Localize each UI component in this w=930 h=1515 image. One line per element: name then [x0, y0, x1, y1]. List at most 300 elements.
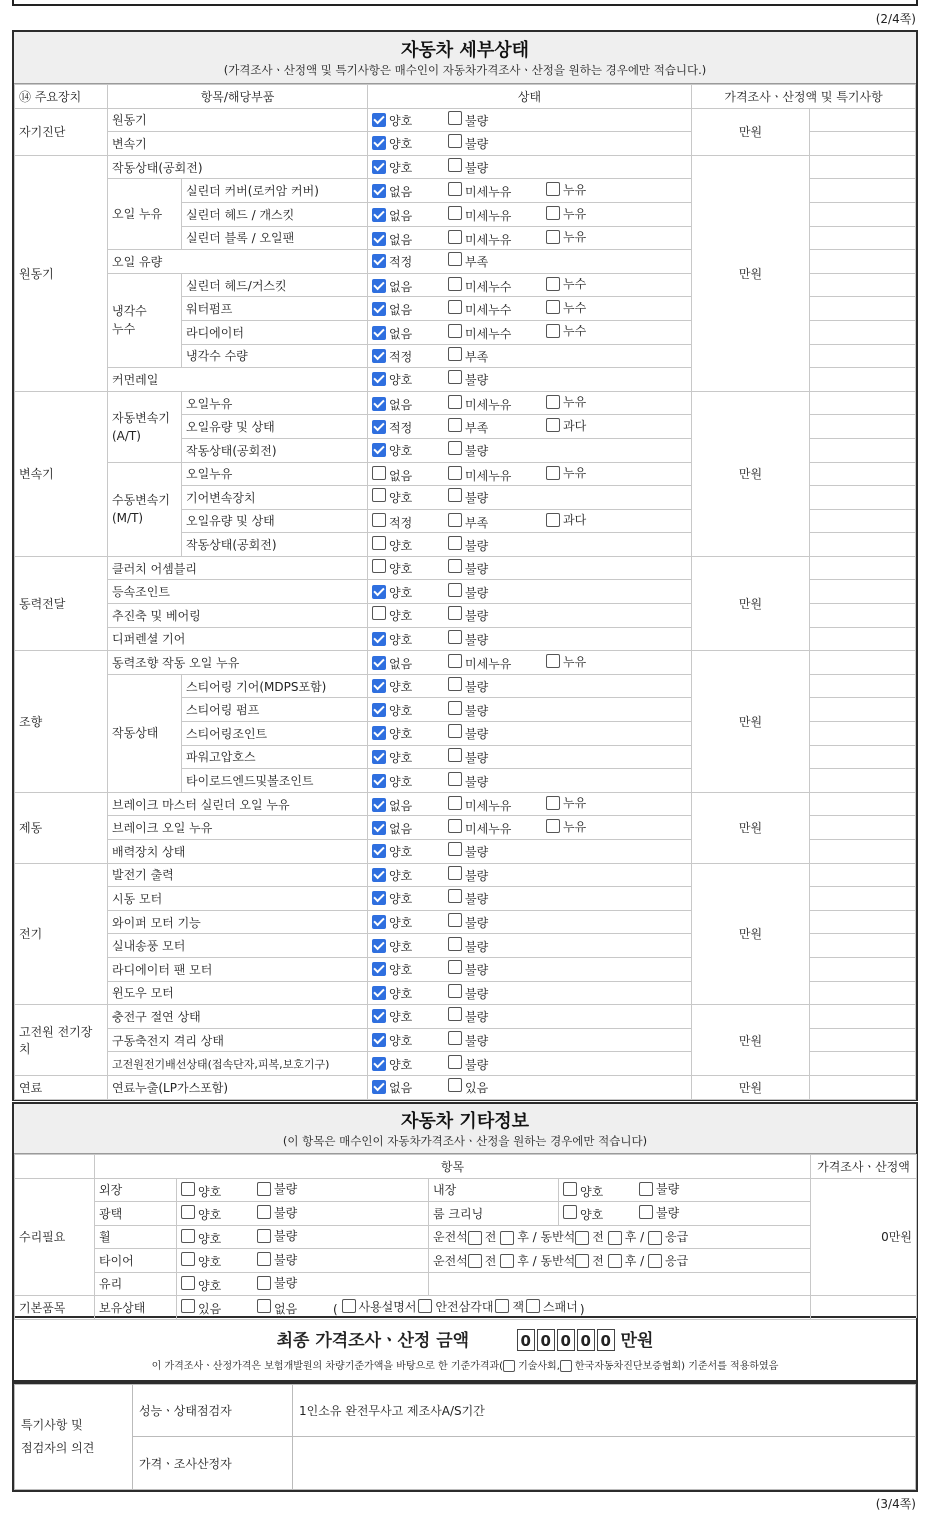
state-option[interactable]	[448, 819, 536, 837]
state-option[interactable]	[372, 890, 438, 907]
state-option[interactable]	[372, 678, 438, 695]
checkbox[interactable]	[546, 206, 560, 220]
checkbox[interactable]	[372, 279, 386, 293]
state-option[interactable]	[372, 442, 438, 459]
remark-cell[interactable]	[810, 320, 916, 344]
remark-cell[interactable]	[810, 604, 916, 628]
remark-cell[interactable]	[810, 1052, 916, 1076]
checkbox[interactable]	[546, 182, 560, 196]
repair-price[interactable]: 0만원	[811, 1178, 917, 1296]
price-unit[interactable]: 만원	[692, 108, 810, 155]
checkbox[interactable]	[546, 819, 560, 833]
state-option[interactable]	[448, 842, 536, 860]
remark-cell[interactable]	[810, 1005, 916, 1029]
checkbox[interactable]	[448, 536, 462, 550]
checkbox[interactable]	[546, 395, 560, 409]
checkbox[interactable]	[372, 962, 386, 976]
remark-cell[interactable]	[810, 391, 916, 415]
remark-cell[interactable]	[810, 155, 916, 179]
remark-cell[interactable]	[810, 863, 916, 887]
price-unit[interactable]: 만원	[692, 391, 810, 556]
state-option[interactable]	[372, 253, 438, 270]
bad-option[interactable]	[257, 1227, 297, 1244]
checkbox[interactable]	[448, 418, 462, 432]
driver-front-checkbox[interactable]	[468, 1254, 482, 1268]
checkbox[interactable]	[181, 1182, 195, 1196]
remark-cell[interactable]	[810, 745, 916, 769]
state-option[interactable]	[448, 488, 536, 506]
remark-cell[interactable]	[810, 698, 916, 722]
checkbox[interactable]	[448, 134, 462, 148]
remark-cell[interactable]	[810, 1075, 916, 1099]
good-option[interactable]	[563, 1182, 629, 1200]
checkbox[interactable]	[448, 1031, 462, 1045]
state-option[interactable]	[372, 702, 438, 719]
checkbox[interactable]	[372, 466, 386, 480]
jack-option[interactable]	[495, 1298, 524, 1315]
checkbox[interactable]	[448, 513, 462, 527]
state-option[interactable]	[372, 488, 438, 506]
state-option[interactable]	[448, 324, 536, 342]
driver-front-checkbox[interactable]	[468, 1231, 482, 1245]
good-option[interactable]	[181, 1205, 247, 1223]
price-unit[interactable]: 만원	[692, 1005, 810, 1076]
checkbox[interactable]	[448, 395, 462, 409]
remark-cell[interactable]	[810, 250, 916, 274]
checkbox[interactable]	[448, 772, 462, 786]
remark-cell[interactable]	[810, 415, 916, 439]
price-unit[interactable]: 만원	[692, 155, 810, 391]
state-option[interactable]	[546, 322, 586, 339]
checkbox[interactable]	[448, 230, 462, 244]
remark-cell[interactable]	[810, 674, 916, 698]
checkbox[interactable]	[372, 891, 386, 905]
state-option[interactable]	[448, 1031, 536, 1049]
remark-cell[interactable]	[810, 840, 916, 864]
driver-rear-checkbox[interactable]	[500, 1231, 514, 1245]
state-option[interactable]	[448, 513, 536, 531]
state-option[interactable]	[448, 441, 536, 459]
state-option[interactable]	[372, 1008, 438, 1025]
checkbox-tech-society[interactable]	[503, 1360, 515, 1372]
checkbox[interactable]	[448, 347, 462, 361]
state-option[interactable]	[448, 1078, 536, 1096]
remark-cell[interactable]	[810, 651, 916, 675]
checkbox[interactable]	[546, 277, 560, 291]
state-option[interactable]	[372, 278, 438, 295]
state-option[interactable]	[448, 984, 536, 1002]
state-option[interactable]	[372, 867, 438, 884]
checkbox[interactable]	[448, 466, 462, 480]
checkbox[interactable]	[448, 206, 462, 220]
state-option[interactable]	[372, 820, 438, 837]
bad-option[interactable]	[639, 1180, 679, 1197]
checkbox[interactable]	[372, 136, 386, 150]
driver-rear-checkbox[interactable]	[500, 1254, 514, 1268]
passenger-rear-checkbox[interactable]	[608, 1231, 622, 1245]
checkbox[interactable]	[372, 726, 386, 740]
emergency-checkbox[interactable]	[648, 1254, 662, 1268]
checkbox[interactable]	[448, 158, 462, 172]
state-option[interactable]	[448, 724, 536, 742]
remark-cell[interactable]	[810, 202, 916, 226]
state-option[interactable]	[372, 135, 438, 152]
checkbox[interactable]	[372, 606, 386, 620]
remark-cell[interactable]	[810, 792, 916, 816]
checkbox[interactable]	[448, 913, 462, 927]
state-option[interactable]	[546, 653, 586, 670]
state-option[interactable]	[372, 231, 438, 248]
state-option[interactable]	[546, 417, 586, 434]
checkbox[interactable]	[372, 254, 386, 268]
checkbox[interactable]	[448, 984, 462, 998]
state-option[interactable]	[448, 134, 536, 152]
checkbox[interactable]	[448, 677, 462, 691]
passenger-rear-checkbox[interactable]	[608, 1254, 622, 1268]
state-option[interactable]	[448, 913, 536, 931]
state-option[interactable]	[546, 794, 586, 811]
remark-cell[interactable]	[810, 108, 916, 132]
checkbox[interactable]	[372, 656, 386, 670]
checkbox[interactable]	[448, 488, 462, 502]
checkbox[interactable]	[181, 1252, 195, 1266]
state-option[interactable]	[372, 1079, 438, 1096]
checkbox[interactable]	[181, 1299, 195, 1313]
remark-cell[interactable]	[810, 1028, 916, 1052]
good-option[interactable]	[181, 1182, 247, 1200]
checkbox[interactable]	[448, 889, 462, 903]
remark-cell[interactable]	[810, 344, 916, 368]
state-option[interactable]	[372, 301, 438, 318]
passenger-front-checkbox[interactable]	[575, 1231, 589, 1245]
remark-cell[interactable]	[810, 722, 916, 746]
state-option[interactable]	[372, 396, 438, 413]
checkbox[interactable]	[495, 1299, 509, 1313]
checkbox[interactable]	[546, 324, 560, 338]
remark-cell[interactable]	[810, 981, 916, 1005]
checkbox[interactable]	[448, 606, 462, 620]
state-option[interactable]	[372, 725, 438, 742]
remark-cell[interactable]	[810, 132, 916, 156]
state-option[interactable]	[372, 207, 438, 224]
remark-cell[interactable]	[810, 486, 916, 510]
checkbox[interactable]	[372, 1057, 386, 1071]
checkbox[interactable]	[372, 1009, 386, 1023]
checkbox[interactable]	[546, 418, 560, 432]
state-option[interactable]	[546, 299, 586, 316]
checkbox[interactable]	[448, 441, 462, 455]
state-option[interactable]	[372, 773, 438, 790]
state-option[interactable]	[448, 866, 536, 884]
good-option[interactable]	[181, 1252, 247, 1270]
state-option[interactable]	[372, 914, 438, 931]
state-option[interactable]	[372, 584, 438, 601]
state-option[interactable]	[448, 182, 536, 200]
checkbox[interactable]	[372, 703, 386, 717]
state-option[interactable]	[448, 583, 536, 601]
inspector-opinion[interactable]: 1인소유 완전무사고 제조사A/S기간	[293, 1385, 916, 1437]
state-option[interactable]	[448, 252, 536, 270]
state-option[interactable]	[372, 536, 438, 554]
checkbox[interactable]	[372, 536, 386, 550]
checkbox[interactable]	[448, 277, 462, 291]
checkbox[interactable]	[372, 326, 386, 340]
bad-option[interactable]	[257, 1274, 297, 1291]
checkbox[interactable]	[526, 1299, 540, 1313]
state-option[interactable]	[448, 748, 536, 766]
checkbox[interactable]	[448, 324, 462, 338]
have-option[interactable]	[181, 1299, 247, 1317]
remark-cell[interactable]	[810, 910, 916, 934]
state-option[interactable]	[546, 464, 586, 481]
checkbox[interactable]	[257, 1229, 271, 1243]
triangle-option[interactable]	[418, 1298, 493, 1315]
state-option[interactable]	[546, 205, 586, 222]
good-option[interactable]	[181, 1276, 247, 1294]
remark-cell[interactable]	[810, 438, 916, 462]
checkbox[interactable]	[372, 184, 386, 198]
state-option[interactable]	[448, 772, 536, 790]
state-option[interactable]	[372, 559, 438, 577]
state-option[interactable]	[448, 158, 536, 176]
checkbox[interactable]	[181, 1229, 195, 1243]
state-option[interactable]	[448, 630, 536, 648]
bad-option[interactable]	[257, 1180, 297, 1197]
remark-cell[interactable]	[810, 627, 916, 651]
remark-cell[interactable]	[810, 887, 916, 911]
state-option[interactable]	[448, 466, 536, 484]
checkbox[interactable]	[372, 632, 386, 646]
checkbox[interactable]	[448, 796, 462, 810]
state-option[interactable]	[372, 631, 438, 648]
checkbox[interactable]	[546, 300, 560, 314]
good-option[interactable]	[181, 1229, 247, 1247]
state-option[interactable]	[448, 796, 536, 814]
remark-cell[interactable]	[810, 368, 916, 392]
price-unit[interactable]: 만원	[692, 556, 810, 650]
state-option[interactable]	[448, 230, 536, 248]
state-option[interactable]	[448, 701, 536, 719]
remark-cell[interactable]	[810, 816, 916, 840]
checkbox[interactable]	[639, 1205, 653, 1219]
basic-price-cell[interactable]	[811, 1296, 917, 1320]
emergency-checkbox[interactable]	[648, 1231, 662, 1245]
checkbox[interactable]	[448, 559, 462, 573]
checkbox[interactable]	[372, 844, 386, 858]
state-option[interactable]	[372, 183, 438, 200]
remark-cell[interactable]	[810, 509, 916, 533]
state-option[interactable]	[372, 466, 438, 484]
checkbox[interactable]	[372, 302, 386, 316]
checkbox[interactable]	[181, 1276, 195, 1290]
checkbox[interactable]	[372, 160, 386, 174]
state-option[interactable]	[372, 159, 438, 176]
remark-cell[interactable]	[810, 580, 916, 604]
state-option[interactable]	[448, 1055, 536, 1073]
checkbox[interactable]	[342, 1299, 356, 1313]
state-option[interactable]	[372, 749, 438, 766]
remark-cell[interactable]	[810, 179, 916, 203]
checkbox[interactable]	[372, 798, 386, 812]
checkbox[interactable]	[418, 1299, 432, 1313]
state-option[interactable]	[448, 395, 536, 413]
state-option[interactable]	[372, 348, 438, 365]
checkbox[interactable]	[448, 748, 462, 762]
checkbox[interactable]	[448, 960, 462, 974]
checkbox[interactable]	[372, 939, 386, 953]
remark-cell[interactable]	[810, 226, 916, 250]
state-option[interactable]	[546, 511, 586, 528]
remark-cell[interactable]	[810, 769, 916, 793]
checkbox[interactable]	[372, 585, 386, 599]
state-option[interactable]	[448, 960, 536, 978]
checkbox[interactable]	[372, 208, 386, 222]
checkbox[interactable]	[257, 1252, 271, 1266]
state-option[interactable]	[372, 1056, 438, 1073]
remark-cell[interactable]	[810, 462, 916, 486]
state-option[interactable]	[372, 797, 438, 814]
checkbox[interactable]	[372, 868, 386, 882]
price-unit[interactable]: 만원	[692, 651, 810, 793]
state-option[interactable]	[448, 937, 536, 955]
checkbox[interactable]	[448, 1055, 462, 1069]
state-option[interactable]	[448, 347, 536, 365]
state-option[interactable]	[372, 606, 438, 624]
remark-cell[interactable]	[810, 273, 916, 297]
checkbox[interactable]	[372, 397, 386, 411]
remark-cell[interactable]	[810, 297, 916, 321]
checkbox[interactable]	[448, 300, 462, 314]
checkbox[interactable]	[181, 1205, 195, 1219]
remark-cell[interactable]	[810, 533, 916, 557]
checkbox[interactable]	[372, 372, 386, 386]
state-option[interactable]	[372, 1032, 438, 1049]
state-option[interactable]	[448, 300, 536, 318]
checkbox[interactable]	[257, 1299, 271, 1313]
checkbox[interactable]	[448, 630, 462, 644]
bad-option[interactable]	[639, 1204, 679, 1221]
checkbox[interactable]	[372, 559, 386, 573]
price-unit[interactable]: 만원	[692, 792, 810, 863]
checkbox[interactable]	[372, 986, 386, 1000]
checkbox[interactable]	[372, 774, 386, 788]
state-option[interactable]	[372, 513, 438, 531]
state-option[interactable]	[546, 228, 586, 245]
checkbox[interactable]	[372, 1080, 386, 1094]
state-option[interactable]	[448, 111, 536, 129]
state-option[interactable]	[372, 112, 438, 129]
checkbox[interactable]	[372, 513, 386, 527]
checkbox[interactable]	[448, 937, 462, 951]
checkbox[interactable]	[546, 466, 560, 480]
manual-option[interactable]	[342, 1298, 417, 1315]
state-option[interactable]	[546, 275, 586, 292]
checkbox[interactable]	[372, 488, 386, 502]
price-unit[interactable]: 만원	[692, 1075, 810, 1099]
checkbox[interactable]	[372, 232, 386, 246]
checkbox[interactable]	[639, 1182, 653, 1196]
checkbox[interactable]	[257, 1205, 271, 1219]
remark-cell[interactable]	[810, 556, 916, 580]
bad-option[interactable]	[257, 1251, 297, 1268]
checkbox[interactable]	[372, 821, 386, 835]
checkbox[interactable]	[546, 230, 560, 244]
checkbox[interactable]	[448, 842, 462, 856]
checkbox[interactable]	[546, 654, 560, 668]
state-option[interactable]	[372, 938, 438, 955]
remark-cell[interactable]	[810, 934, 916, 958]
state-option[interactable]	[448, 677, 536, 695]
checkbox[interactable]	[448, 182, 462, 196]
remark-cell[interactable]	[810, 957, 916, 981]
checkbox[interactable]	[448, 1078, 462, 1092]
state-option[interactable]	[372, 843, 438, 860]
passenger-front-checkbox[interactable]	[575, 1254, 589, 1268]
bad-option[interactable]	[257, 1204, 297, 1221]
checkbox[interactable]	[448, 111, 462, 125]
checkbox[interactable]	[257, 1276, 271, 1290]
checkbox[interactable]	[563, 1182, 577, 1196]
state-option[interactable]	[448, 418, 536, 436]
state-option[interactable]	[448, 559, 536, 577]
state-option[interactable]	[372, 371, 438, 388]
appraiser-opinion[interactable]	[293, 1437, 916, 1490]
state-option[interactable]	[372, 325, 438, 342]
state-option[interactable]	[448, 536, 536, 554]
checkbox[interactable]	[546, 513, 560, 527]
good-option[interactable]	[563, 1205, 629, 1223]
checkbox[interactable]	[448, 701, 462, 715]
checkbox[interactable]	[448, 866, 462, 880]
checkbox[interactable]	[448, 819, 462, 833]
state-option[interactable]	[448, 370, 536, 388]
checkbox-kadia[interactable]	[560, 1360, 572, 1372]
checkbox[interactable]	[372, 750, 386, 764]
state-option[interactable]	[372, 961, 438, 978]
state-option[interactable]	[546, 181, 586, 198]
state-option[interactable]	[448, 654, 536, 672]
state-option[interactable]	[448, 1007, 536, 1025]
price-unit[interactable]: 만원	[692, 863, 810, 1005]
checkbox[interactable]	[372, 420, 386, 434]
checkbox[interactable]	[448, 252, 462, 266]
checkbox[interactable]	[372, 349, 386, 363]
checkbox[interactable]	[448, 724, 462, 738]
state-option[interactable]	[372, 655, 438, 672]
state-option[interactable]	[546, 393, 586, 410]
state-option[interactable]	[546, 818, 586, 835]
state-option[interactable]	[448, 606, 536, 624]
checkbox[interactable]	[448, 654, 462, 668]
checkbox[interactable]	[257, 1182, 271, 1196]
state-option[interactable]	[448, 277, 536, 295]
state-option[interactable]	[372, 985, 438, 1002]
checkbox[interactable]	[448, 370, 462, 384]
state-option[interactable]	[372, 419, 438, 436]
state-option[interactable]	[448, 206, 536, 224]
spanner-option[interactable]	[526, 1298, 578, 1315]
checkbox[interactable]	[372, 443, 386, 457]
checkbox[interactable]	[372, 915, 386, 929]
none-option[interactable]	[257, 1299, 323, 1317]
checkbox[interactable]	[372, 679, 386, 693]
checkbox[interactable]	[448, 583, 462, 597]
checkbox[interactable]	[546, 796, 560, 810]
checkbox[interactable]	[372, 1033, 386, 1047]
checkbox[interactable]	[563, 1205, 577, 1219]
checkbox[interactable]	[372, 113, 386, 127]
checkbox[interactable]	[448, 1007, 462, 1021]
